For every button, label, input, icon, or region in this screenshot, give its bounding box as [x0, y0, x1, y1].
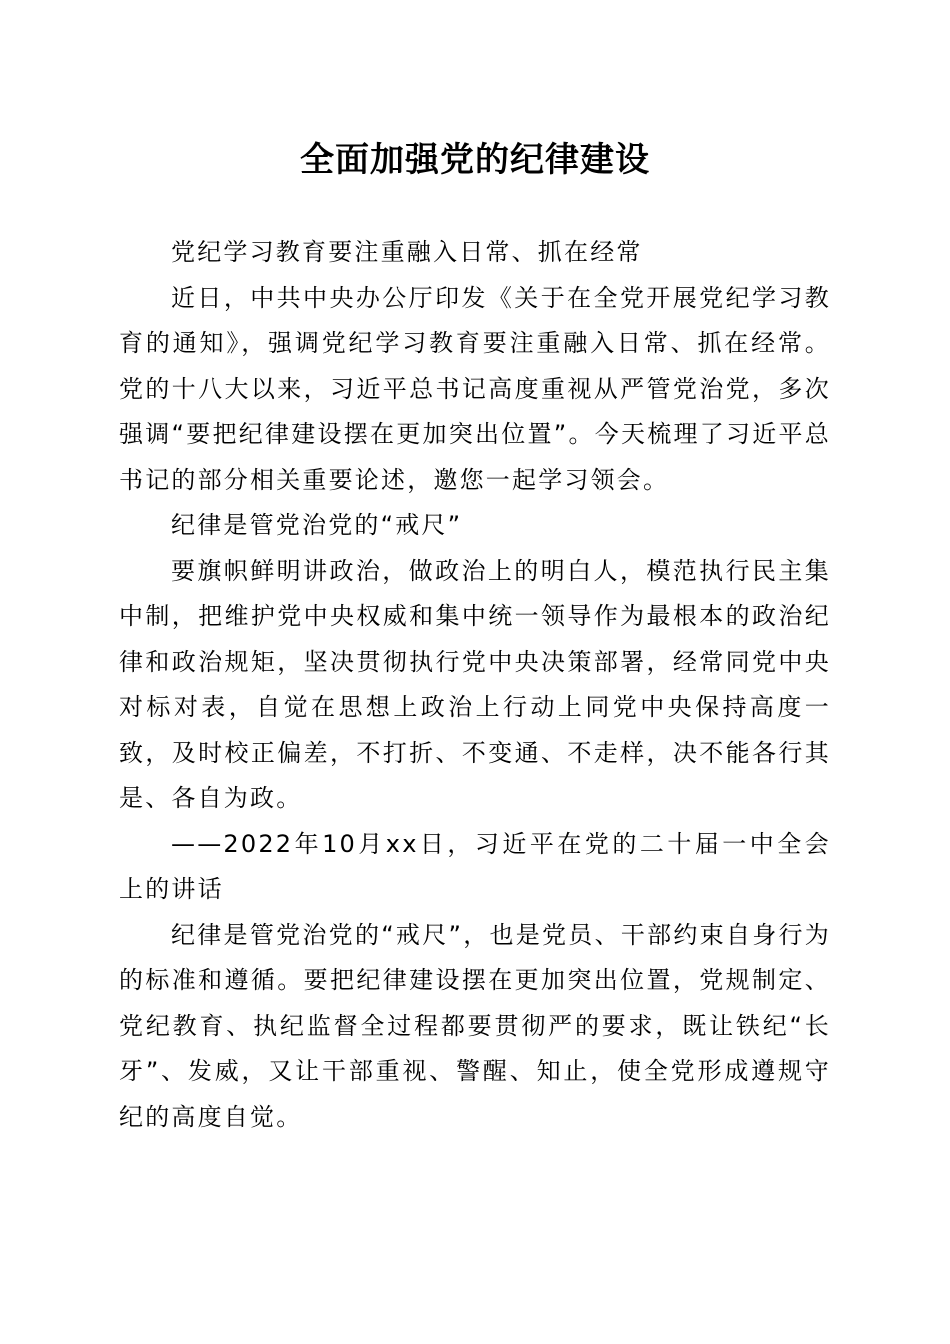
document-body [119, 230, 831, 1140]
document-title: 全面加强党的纪律建设 [300, 140, 650, 180]
body-paragraph: 近日，中共中央办公厅印发《关于在全党开展党纪学习教育的通知》，强调党纪学习教育要注重融入日常、抓在经常。党的十八大以来，习近平总书记高度重视从严管党治党，多次强调“要把纪律建设摆在更加突出位置”。今天梳理了习近平总书记的部分相关重要论述，邀您一起学习领会。 [119, 283, 831, 494]
quote-paragraph: 要旗帜鲜明讲政治，做政治上的明白人，模范执行民主集中制，把维护党中央权威和集中统一领导作为最根本的政治纪律和政治规矩，坚决贯彻执行党中央决策部署，经常同党中央对标对表，自觉在思想上政治上行动上同党中央保持高度一致，及时校正偏差，不打折、不变通、不走样，决不能各行其是、各自为政。 [119, 556, 831, 812]
quote-source: ——2022年10月xx日，习近平在党的二十届一中全会上的讲话 [119, 829, 831, 903]
body-paragraph: 纪律是管党治党的“戒尺”，也是党员、干部约束自身行为的标准和遵循。要把纪律建设摆在更加突出位置，党规制定、党纪教育、执纪监督全过程都要贯彻严的要求，既让铁纪“长牙”、发威，又让干部重视、警醒、知止，使全党形成遵规守纪的高度自觉。 [119, 920, 831, 1131]
section-heading: 党纪学习教育要注重融入日常、抓在经常 [171, 238, 643, 266]
section-heading: 纪律是管党治党的“戒尺” [171, 511, 463, 539]
